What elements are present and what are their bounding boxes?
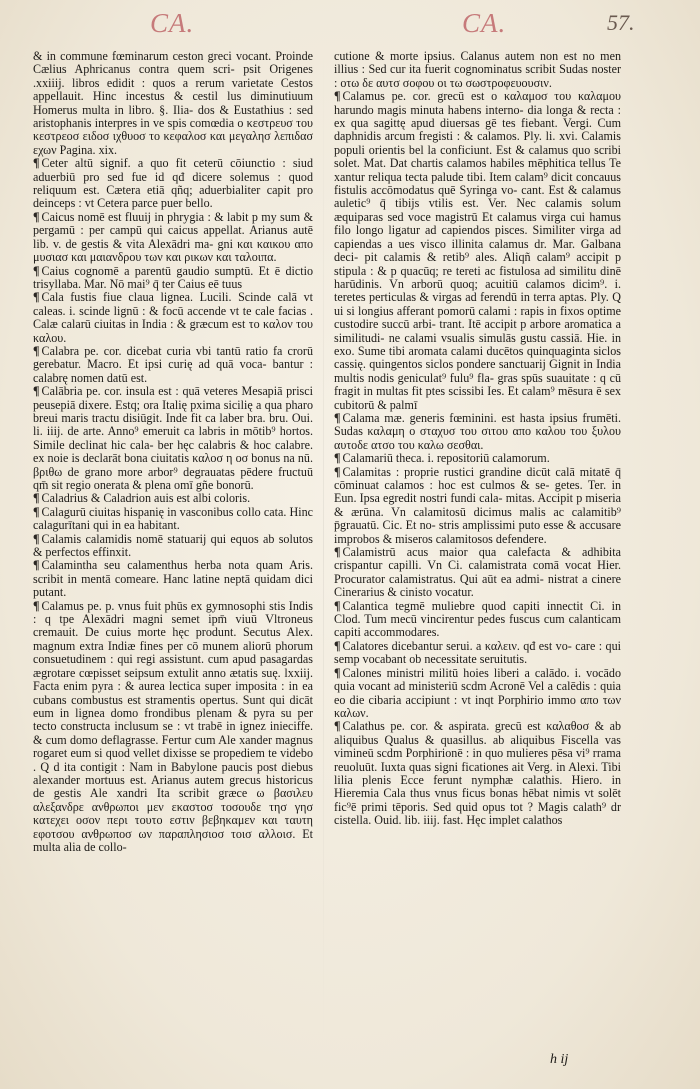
entry-paragraph: ¶ Calagurū ciuitas hispanię in vasconibus collo cata. Hinc calagurītani qui in ea habitant.	[33, 504, 313, 533]
pilcrow-icon: ¶	[33, 491, 40, 506]
pilcrow-icon: ¶	[33, 290, 40, 305]
pilcrow-icon: ¶	[33, 598, 40, 613]
pilcrow-icon: ¶	[334, 89, 341, 104]
entry-paragraph: ¶ Calamintha seu calamenthus herba nota quam Aris. scribit in mentā comeare. Hanc latine neptā quidam dici putant.	[33, 558, 313, 600]
entry-paragraph: ¶ Calabra pe. cor. dicebat curia vbi tantū ratio fa crorū gerebatur. Macro. Et ipsi curię ad quā voca- bantur : calabrę nomen datū est.	[33, 343, 313, 385]
entry-paragraph: & in commune fœminarum ceston greci vocant. Proinde Cælius Aphricanus contra quem scri- psit Origenes .xxiiij. libros edidit : quos a rerum varietate Cestos appellauit. Hinc incestus & cestil lus diminutiuum Homerus multa in libro. §. Ilia- dos & Eustathius : sed aristophanis interpres in ve spis comœdia o κεστρευσ του κεστρεοσ ειδοσ ιχθυοσ το κεφαλοσ και μεγαλησ λεπιδασ εχων Pagina. xix.	[33, 49, 313, 157]
pilcrow-icon: ¶	[33, 384, 40, 399]
entry-paragraph: ¶ Cala fustis fiue claua lignea. Lucili. Scinde calā vt caleas. i. scinde lignū : & focū accende vt te cale facias . Calæ calarū ciuitas in India : & græcum est το καλον του καλου.	[33, 290, 313, 345]
signature-mark: h ij	[550, 1052, 569, 1067]
entry-paragraph: ¶ Calama mæ. generis fœminini. est hasta ipsius frumēti. Sudas καλαμη ο σταχυσ του σιτου απο καλου του ξυλου αυτοδε ατσο του καλω σεσθαι.	[334, 410, 621, 452]
pilcrow-icon: ¶	[334, 410, 341, 425]
folio-number: 57.	[607, 10, 635, 35]
pilcrow-icon: ¶	[33, 343, 40, 358]
pilcrow-icon: ¶	[334, 545, 341, 560]
entry-paragraph: ¶ Calamariū theca. i. repositoriū calamorum.	[334, 451, 550, 466]
entry-paragraph: ¶ Caicus nomē est fluuij in phrygia : & labit p my sum & pergamū : per campū qui caicus appellat. Arianus autē lib. v. de gestis & vita Alexādri ma- gni και καικου απο μυσιασ και μαιανδρου των και ρικων και ταλοιπα.	[33, 209, 313, 265]
right-column	[334, 50, 621, 828]
pilcrow-icon: ¶	[334, 719, 341, 734]
running-head-right: CA.	[462, 8, 507, 38]
pilcrow-icon: ¶	[33, 263, 40, 278]
pilcrow-icon: ¶	[33, 558, 40, 573]
entry-paragraph: ¶ Calamistrū acus maior qua calefacta & adhibita crispantur capilli. Vn Ci. calamistrata comā vocat Hier. Procurator calamistratus. Qui aūt ea admi- nistrat a cinere Cinerarius & cinisto vocatur.	[334, 545, 621, 600]
column-gutter	[323, 40, 324, 1050]
pilcrow-icon: ¶	[33, 531, 40, 546]
pilcrow-icon: ¶	[334, 451, 341, 466]
left-column	[33, 50, 313, 854]
entry-paragraph: cutione & morte ipsius. Calanus autem non est no men illius : Sed cur ita fuerit cognominatus scribit Sudas noster : οτω δε αυτσ σοφου οι τω σωστροφευουσιν.	[334, 49, 621, 90]
pilcrow-icon: ¶	[33, 504, 40, 519]
pilcrow-icon: ¶	[334, 665, 341, 680]
entry-paragraph: ¶ Caius cognomē a parentū gaudio sumptū. Et ē dictio trisyllaba. Mar. Nō mai⁹ q̄ ter Caius eē tuus	[33, 263, 313, 291]
entry-paragraph: ¶ Calamis calamidis nomē statuarij qui equos ab solutos & perfectos effinxit.	[33, 531, 313, 560]
entry-paragraph: ¶ Calantica tegmē muliebre quod capiti innectit Ci. in Clod. Tum mecū vincirentur pedes fuscus cum calanticam capiti accommodares.	[334, 598, 621, 640]
running-head-left: CA.	[150, 8, 195, 38]
entry-paragraph: ¶ Caladrius & Caladrion auis est albi coloris.	[33, 491, 251, 506]
entry-paragraph: ¶ Calatores dicebantur serui. a καλειν. qđ est vo- care : qui semp vocabant ob necessitate seruitutis.	[334, 638, 621, 667]
pilcrow-icon: ¶	[334, 638, 341, 653]
entry-paragraph: ¶ Calābria pe. cor. insula est : quā veteres Mesapiā prisci peusepiā dixere. Estq; ora Italię pxima sicilię a qua pharo breui maris tractu disiūgit. Inde fit ca laber bra. bru. Oui. li. iiij. de arte. Anno⁹ emeruit ca labris in mōtib⁹ hortos. Simile declinat hic cala- ber hęc calabris & hoc calabre. ex noie is declarāt bona ciuitatis καλοσ η οσ bonus na nū. βριθω de grano more arbor⁹ degrauatas pēdere fructuū qm̄ sit regio onerata & plena omī gñe bonorū.	[33, 384, 313, 492]
entry-paragraph: ¶ Calathus pe. cor. & aspirata. grecū est καλαθοσ & ab aliquibus Qualus & quasillus. ab aliquibus Fiscella vas vimineū scdm Porphirionē : in quo mulieres pēsa vi⁹ rrama reuoluūt. Iuxta quas signi ficationes ait Verg. in Alexi. Tibi lilia plenis Ecce ferunt nymphæ calathis. Hiero. in Hieremia Cala thus vnus ficus bonas hēbat nimis vt solēt fic⁹ē primi tēporis. Sed quid opus tot ? Magis calath⁹ dr cistella. Ouid. lib. iiij. fast. Hęc implet calathos	[334, 719, 621, 828]
entry-paragraph: ¶ Calones ministri militū hoies liberi a calādo. i. vocādo quia vocant ad ministeriū scdm Acronē Vel a calēdis : quia eo die cibaria accipiunt : vt inqt Porphirio immo απο των καλων.	[334, 665, 621, 720]
entry-paragraph: ¶ Calamus pe. cor. grecū est o καλαμοσ του καλαμου harundo magis minuta habens interno- dia longa & recta : ex qua sagittę apud diuersas gē tes fiebant. Vergi. Cum daphnidis arcum fregisti : & calamos. Ply. li. xvi. Calamis populi orientis bel la conficiunt. Est & calamus quo scribi solet. Mat. Dat chartis calamos habiles mēphitica tellus Te xantur reliqua tecta palude tibi. Item calam⁹ dicit concauus fistulis accōmodatus quē Syringa vo- cant. Est & calamus auletic⁹ q̄ tibijs vtilis est. Ver. Nec calamis solum æquiparas sed voce magistrū Et calamus virga cui hamus filo longo ligatur ad capiendos pisces. Similiter virga ad capiendas a ues visco illinita calamus dr. Mar. Galbana deci- pit calamis & retib⁹ ales. Aliqñ calam⁹ accipit p stipula : & p quacūq; re tereti ac fistulosa ad similitu dinē harūdinis. Vn arborū quoq; acuitiū calamos dicim⁹. i. teretes perticulas & virgas ad ferendū in terra aptas. Ply. Q ui si longius afferant pomorū calami : rapis in fixos optime custodire succū arbi- trant. Itē accipit p arbore aromatica a similitudi- ne calami vsualis simulās gustu cassiā. Hie. in exo. Sume tibi aromata calami ducētos quinquaginta siclos cassię. quingentos siclos pondere sanctuarij Gignit in India multis nodis geniculat⁹ fulu⁹ fla- gras spūs suauitate : q cū fragit in multas fit ptes scissibi Ies. Et calam⁹ mēsura ē sex cubitorū & palmī	[334, 89, 621, 412]
pilcrow-icon: ¶	[334, 464, 341, 479]
pilcrow-icon: ¶	[33, 156, 40, 171]
entry-paragraph: ¶ Ceter altū signif. a quo fit ceterū cōiunctio : siud aduerbiū pro sed fue id qđ dicere solemus : quod reliquum est. Cætera etiā qñq; aduerbialiter capit pro deinceps : vt Cetera parce puer bello.	[33, 156, 313, 211]
pilcrow-icon: ¶	[334, 598, 341, 613]
entry-paragraph: ¶ Calamitas : proprie rustici grandine dicūt calā mitatē q̄ cōminuat calamos : hoc est culmos & se- getes. Ter. in Eun. Ipsa egredit nostri fundi cala- mitas. Accipit p miseria & ærūna. Vn calamitosū dicimus malis ac calamitib⁹ p̄grauatū. Cic. Et no- stris amplissimi puto esse & accusare improbos & miseros calamitosos defendere.	[334, 464, 621, 546]
entry-paragraph: ¶ Calamus pe. p. vnus fuit phūs ex gymnosophi stis Indis : q tpe Alexādri magni semet ipm̄ viuū Vltroneus cremauit. De cuius morte hęc produnt. Secutus Alex. magnum extra Indiæ fines per cō munem aliorū phorum consuetudinem : qui regi assistunt. cum apud pasagardas ægrotare cœpisset seipsum extulit anno ætatis suę. lxxiij. Facta enim pyra : & aurea lectica super imposita : in ea cubans combustus est stramentis opertus. Sunt qui dicāt eum in lignea domo frondibus plenam & pyra su per tecto constructa inclusum se : vt trabē in ignez inieciffe. & cum domo deflagrasse. Fertur cum Ale xander magnus rogaret eum si quod vellet dixisse se propediem te videbo . Q d ita contigit : Nam in Babylone paucis post diebus alexander mortuus est. Arianus autem grecus historicus de gestis Ale xandri Ita scribit græce ω βασιλευ αλεξανδρε ανθρωποι μεν εκαστοσ τοσουδε τησ γησ κατεχει οσον περι τουτο εστιν βεβηκαμεν και ταυτη εφοτσου ανθρωποσ ων παραπλησιοσ τοισ αλλοισ. Et multa alia de collo-	[33, 598, 313, 854]
pilcrow-icon: ¶	[33, 209, 40, 224]
